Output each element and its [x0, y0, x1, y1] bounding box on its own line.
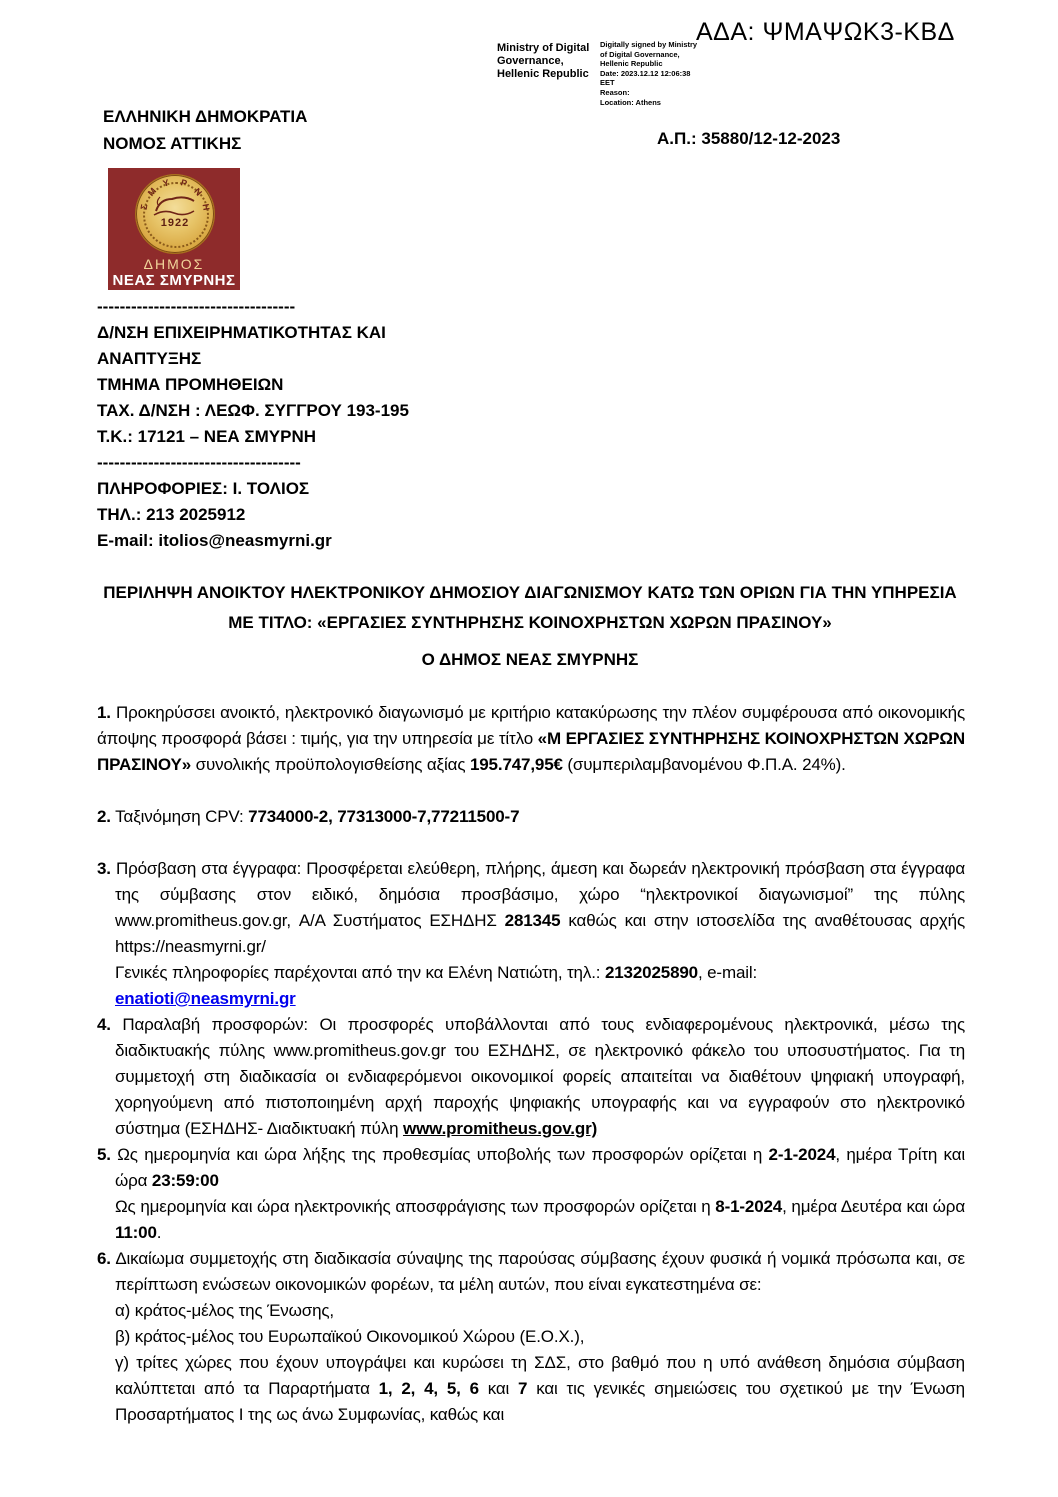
- department-section: ΤΜΗΜΑ ΠΡΟΜΗΘΕΙΩΝ: [97, 375, 284, 394]
- budget-amount: 195.747,95€: [469, 755, 563, 774]
- contract-title-bold: «Μ ΕΡΓΑΣΙΕΣ ΣΥΝΤΗΡΗΣΗΣ ΚΟΙΝΟΧΡΗΣΤΩΝ ΧΩΡΩΝ ΠΡΑΣΙΝΟΥ»: [97, 729, 966, 774]
- digital-signature-details: [600, 40, 697, 107]
- item-number: 3.: [97, 859, 111, 878]
- signature-detail-line: Location: Athens: [600, 97, 661, 107]
- ada-code: ΑΔΑ: ΨΜΑΨΩΚ3-ΚΒΔ: [696, 18, 955, 46]
- text-segment: Ως ημερομηνία και ώρα λήξης της προθεσμίας υποβολής των προσφορών ορίζεται η: [110, 1145, 769, 1164]
- signature-detail-line: Digitally signed by Ministry: [600, 40, 698, 49]
- annex-number-7: 7: [518, 1379, 528, 1398]
- text-segment: Προκηρύσσει ανοικτό, ηλεκτρονικό διαγωνισμό με κριτήριο κατακύρωσης την πλέον συμφέρουσα από οικονομικής άποψης προσφορά βάσει : τιμής, για την υπηρεσία με τίτλο: [97, 703, 965, 748]
- text-segment: Ταξινόμηση CPV:: [110, 807, 249, 826]
- list-item-b: β) κράτος-μέλος του Ευρωπαϊκού Οικονομικού Χώρου (Ε.Ο.Χ.),: [115, 1327, 585, 1346]
- text-segment: συνολικής προϋπολογισθείσης αξίας: [191, 755, 470, 774]
- signature-detail-line: of Digital Governance,: [600, 49, 680, 59]
- promitheus-link[interactable]: www.promitheus.gov.gr): [403, 1119, 598, 1138]
- contact-phone: ΤΗΛ.: 213 2025912: [97, 505, 246, 524]
- item-number: 2.: [97, 807, 111, 826]
- title-line-2: ΜΕ ΤΙΤΛΟ: «ΕΡΓΑΣΙΕΣ ΣΥΝΤΗΡΗΣΗΣ ΚΟΙΝΟΧΡΗΣΤΩΝ ΧΩΡΩΝ ΠΡΑΣΙΝΟΥ»: [228, 613, 832, 632]
- signature-agency-line: Governance,: [497, 55, 564, 67]
- signature-detail-line: Date: 2023.12.12 12:06:38: [600, 68, 691, 78]
- system-number: 281345: [504, 911, 561, 930]
- seal-emblem-art: [150, 191, 200, 219]
- item-number: 4.: [97, 1015, 111, 1034]
- list-item-a: α) κράτος-μέλος της Ένωσης,: [115, 1301, 334, 1320]
- contact-person: ΠΛΗΡΟΦΟΡΙΕΣ: Ι. ΤΟΛΙΟΣ: [97, 479, 310, 498]
- signature-agency-line: Ministry of Digital: [497, 42, 590, 54]
- signature-detail-line: Hellenic Republic: [600, 59, 663, 69]
- postal-code-city: Τ.Κ.: 17121 – ΝΕΑ ΣΜΥΡΝΗ: [97, 427, 317, 446]
- paragraph-2: [97, 804, 965, 830]
- signature-detail-line: EET: [600, 78, 615, 88]
- postal-address: ΤΑΧ. Δ/ΝΣΗ : ΛΕΩΦ. ΣΥΓΓΡΟΥ 193-195: [97, 401, 409, 420]
- text-segment: και: [478, 1379, 519, 1398]
- department-directorate: Δ/ΝΣΗ ΕΠΙΧΕΙΡΗΜΑΤΙΚΟΤΗΤΑΣ ΚΑΙ: [97, 323, 386, 342]
- document-body: [97, 700, 965, 1428]
- opening-date: 8-1-2024: [715, 1197, 783, 1216]
- email-link[interactable]: enatioti@neasmyrni.gr: [115, 989, 296, 1008]
- text-segment: και τις γενικές σημειώσεις του σχετικού με την Ένωση Προσαρτήματος Ι της ως άνω Συμφωνίας, καθώς και: [115, 1379, 965, 1424]
- text-segment: Πρόσβαση στα έγγραφα: Προσφέρεται ελεύθερη, πλήρης, άμεση και δωρεάν ηλεκτρονική πρόσβαση στα έγγραφα της σύμβασης στον ειδικό, δημόσια προσβάσιμο, χώρο “ηλεκτρονικοί διαγωνισμοί” της πύλης www.promitheus.gov.gr, Α/Α Συστήματος ΕΣΗΔΗΣ: [110, 859, 965, 930]
- paragraph-5: [97, 1142, 965, 1246]
- text-segment: Ως ημερομηνία και ώρα ηλεκτρονικής αποσφράγισης των προσφορών ορίζεται η: [115, 1197, 716, 1216]
- authority-header: [103, 103, 307, 157]
- text-segment: Παραλαβή προσφορών: Οι προσφορές υποβάλλονται από τους ενδιαφερομένους ηλεκτρονικά, μέσω της διαδικτυακής πύλης www.promitheus.gov.gr του ΕΣΗΔΗΣ, σε ηλεκτρονικό φάκελο του υποσυστήματος. Για τη συμμετοχή στη διαδικασία οι ενδιαφερόμενοι οικονομικοί φορείς απαιτείται να διαθέτουν ψηφιακή υπογραφή, χορηγούμενη από πιστοποιημένη αρχή παροχής ψηφιακής υπογραφής και να εγγραφούν στο ηλεκτρονικό σύστημα (ΕΣΗΔΗΣ- Διαδικτυακή πύλη: [110, 1015, 965, 1138]
- separator-line: -----------------------------------: [97, 297, 296, 316]
- info-phone: 2132025890: [604, 963, 698, 982]
- department-directorate-2: ΑΝΑΠΤΥΞΗΣ: [97, 349, 202, 368]
- deadline-time: 23:59:00: [151, 1171, 219, 1190]
- text-segment: , e-mail:: [697, 963, 758, 982]
- item-number: 6.: [97, 1249, 111, 1268]
- municipality-logo: [108, 168, 240, 290]
- signature-detail-line: Reason:: [600, 87, 630, 97]
- text-segment: .: [156, 1223, 162, 1242]
- separator-line: ------------------------------------: [97, 453, 301, 472]
- item-number: 1.: [97, 703, 111, 722]
- text-segment: , ημέρα Δευτέρα και ώρα: [782, 1197, 966, 1216]
- issuer-line: Ο ΔΗΜΟΣ ΝΕΑΣ ΣΜΥΡΝΗΣ: [421, 650, 639, 669]
- deadline-date: 2-1-2024: [768, 1145, 836, 1164]
- signature-agency: [497, 42, 589, 81]
- seal-year: 1922: [160, 217, 190, 229]
- protocol-number: Α.Π.: 35880/12-12-2023: [657, 129, 841, 148]
- list-item-c: γ) τρίτες χώρες που έχουν υπογράψει και κυρώσει τη ΣΔΣ, στο βαθμό που η υπό ανάθεση δημόσια σύμβαση καλύπτεται από τα Παραρτήματα: [115, 1353, 965, 1398]
- municipal-seal-icon: Σ Μ Υ Ρ Ν Η 1922: [135, 174, 215, 254]
- title-line-1: ΠΕΡΙΛΗΨΗ ΑΝΟΙΚΤΟΥ ΗΛΕΚΤΡΟΝΙΚΟΥ ΔΗΜΟΣΙΟΥ ΔΙΑΓΩΝΙΣΜΟΥ ΚΑΤΩ ΤΩΝ ΟΡΙΩΝ ΓΙΑ ΤΗΝ ΥΠΗΡΕΣΙΑ: [103, 583, 957, 602]
- paragraph-4: [97, 1012, 965, 1142]
- logo-municipality-name: ΝΕΑΣ ΣΜΥΡΝΗΣ: [112, 272, 236, 289]
- opening-time: 11:00: [115, 1223, 157, 1242]
- logo-municipality-word: ΔΗΜΟΣ: [143, 256, 205, 272]
- authority-country: ΕΛΛΗΝΙΚΗ ΔΗΜΟΚΡΑΤΙΑ: [103, 107, 308, 126]
- contact-email: E-mail: itolios@neasmyrni.gr: [97, 531, 332, 550]
- department-block: [97, 294, 409, 554]
- text-segment: καθώς και στην ιστοσελίδα της αναθέτουσας αρχής https://neasmyrni.gr/: [115, 911, 965, 956]
- text-segment: , ημέρα Τρίτη και ώρα: [115, 1145, 966, 1190]
- cpv-codes: 7734000-2, 77313000-7,77211500-7: [248, 807, 520, 826]
- text-segment: Γενικές πληροφορίες παρέχονται από την κα Ελένη Νατιώτη, τηλ.:: [115, 963, 605, 982]
- authority-prefecture: ΝΟΜΟΣ ΑΤΤΙΚΗΣ: [103, 134, 242, 153]
- document-title: [97, 578, 963, 638]
- signature-agency-line: Hellenic Republic: [497, 68, 589, 80]
- paragraph-3: [97, 856, 965, 1012]
- text-segment: (συμπεριλαμβανομένου Φ.Π.Α. 24%).: [562, 755, 846, 774]
- annex-numbers: 1, 2, 4, 5, 6: [378, 1379, 479, 1398]
- item-number: 5.: [97, 1145, 111, 1164]
- paragraph-1: [97, 700, 965, 778]
- paragraph-6: [97, 1246, 965, 1428]
- text-segment: Δικαίωμα συμμετοχής στη διαδικασία σύναψης της παρούσας σύμβασης έχουν φυσικά ή νομικά πρόσωπα και, σε περίπτωση ενώσεων οικονομικών φορέων, τα μέλη αυτών, που είναι εγκατεστημένα σε:: [110, 1249, 965, 1294]
